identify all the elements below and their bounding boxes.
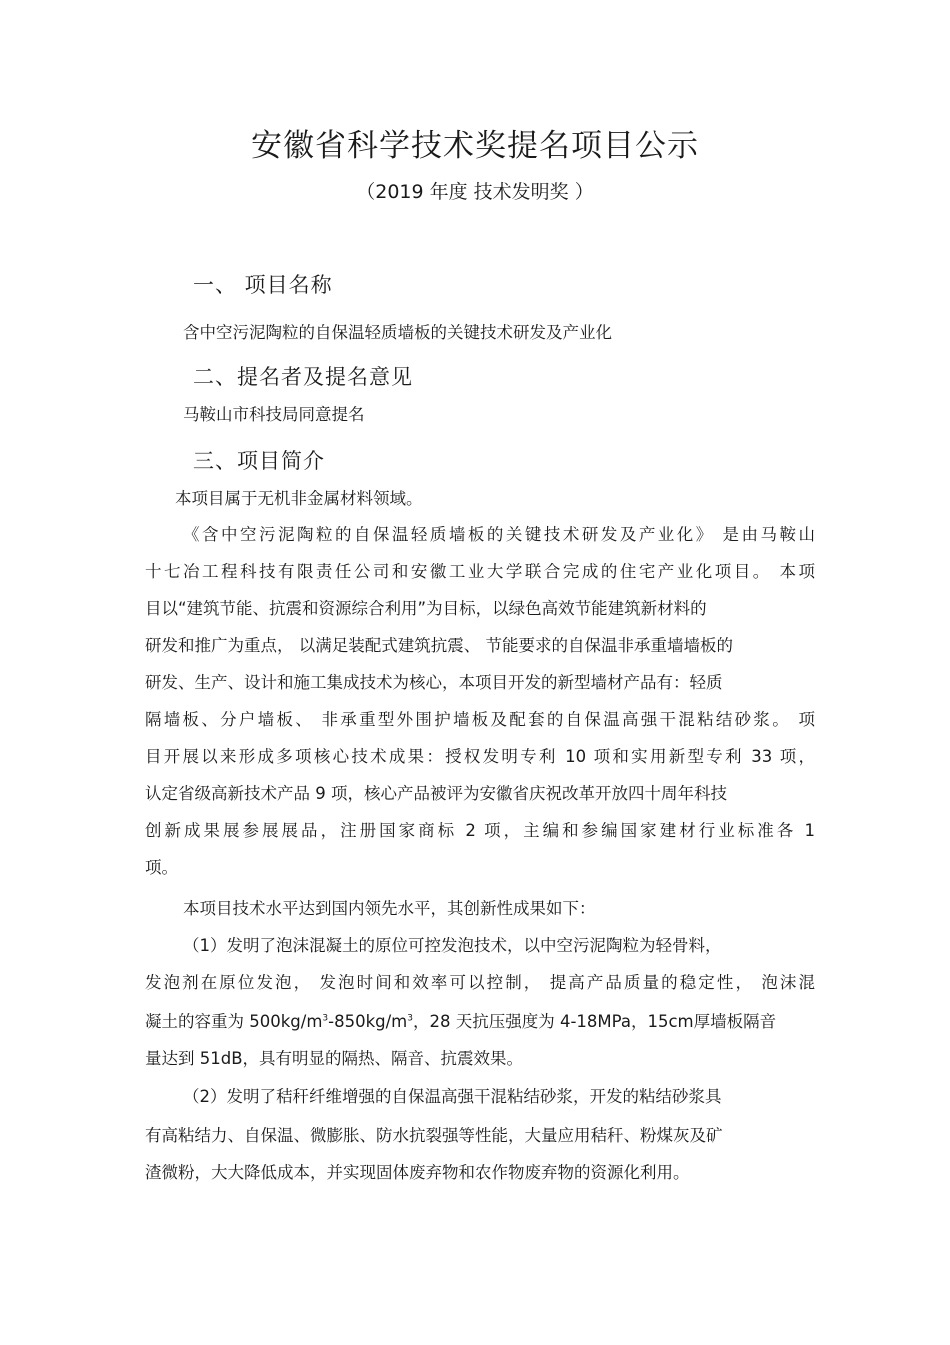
- nomination-opinion: 马鞍山市科技局同意提名: [183, 405, 365, 424]
- paragraph-line: 创新成果展参展展品，注册国家商标 2 项，主编和参编国家建材行业标准各 1: [145, 821, 815, 840]
- item-line: （2）发明了秸秆纤维增强的自保温高强干混粘结砂浆，开发的粘结砂浆具: [183, 1087, 722, 1106]
- item-line-with-units: 凝土的容重为 $500kg/m^3-850kg/m^3$，28 天抗压强度为 4-18MPa，15cm厚墙板隔音: [145, 1012, 777, 1031]
- paragraph-line: 项。: [145, 858, 178, 877]
- item-line: 量达到 51dB，具有明显的隔热、隔音、抗震效果。: [145, 1049, 524, 1068]
- paragraph-line: 认定省级高新技术产品 9 项，核心产品被评为安徽省庆祝改革开放四十周年科技: [145, 784, 727, 803]
- item-line: 渣微粉，大大降低成本，并实现固体废弃物和农作物废弃物的资源化利用。: [145, 1163, 690, 1182]
- intro-paragraph-3: 本项目技术水平达到国内领先水平，其创新性成果如下：: [183, 899, 596, 918]
- section3-heading: 三、项目简介: [193, 449, 325, 473]
- paragraph-line: 研发和推广为重点， 以满足装配式建筑抗震、 节能要求的自保温非承重墙墙板的: [145, 636, 733, 655]
- item-line: 发泡剂在原位发泡， 发泡时间和效率可以控制， 提高产品质量的稳定性， 泡沫混: [145, 973, 815, 992]
- document-title: 安徽省科学技术奖提名项目公示: [251, 128, 699, 164]
- section1-heading: 一、 项目名称: [193, 273, 333, 297]
- paragraph-line: 研发、生产、设计和施工集成技术为核心，本项目开发的新型墙材产品有：轻质: [145, 673, 723, 692]
- paragraph-line: 目开展以来形成多项核心技术成果：授权发明专利 10 项和实用新型专利 33 项，: [145, 747, 815, 766]
- paragraph-line: 隔墙板、分户墙板、 非承重型外围护墙板及配套的自保温高强干混粘结砂浆。 项: [145, 710, 815, 729]
- intro-paragraph-1: 本项目属于无机非金属材料领域。: [175, 489, 423, 508]
- section2-heading: 二、提名者及提名意见: [193, 365, 413, 389]
- paragraph-line: 目以“建筑节能、抗震和资源综合利用”为目标，以绿色高效节能建筑新材料的: [145, 599, 707, 618]
- item-line: （1）发明了泡沫混凝土的原位可控发泡技术，以中空污泥陶粒为轻骨料，: [183, 936, 722, 955]
- paragraph-line: 《含中空污泥陶粒的自保温轻质墙板的关键技术研发及产业化》 是由马鞍山: [183, 525, 815, 544]
- document-subtitle: （2019 年度 技术发明奖 ）: [356, 181, 594, 203]
- project-name: 含中空污泥陶粒的自保温轻质墙板的关键技术研发及产业化: [183, 323, 612, 342]
- item-line: 有高粘结力、自保温、微膨胀、防水抗裂强等性能，大量应用秸秆、粉煤灰及矿: [145, 1126, 723, 1145]
- paragraph-line: 十七冶工程科技有限责任公司和安徽工业大学联合完成的住宅产业化项目。 本项: [145, 562, 815, 581]
